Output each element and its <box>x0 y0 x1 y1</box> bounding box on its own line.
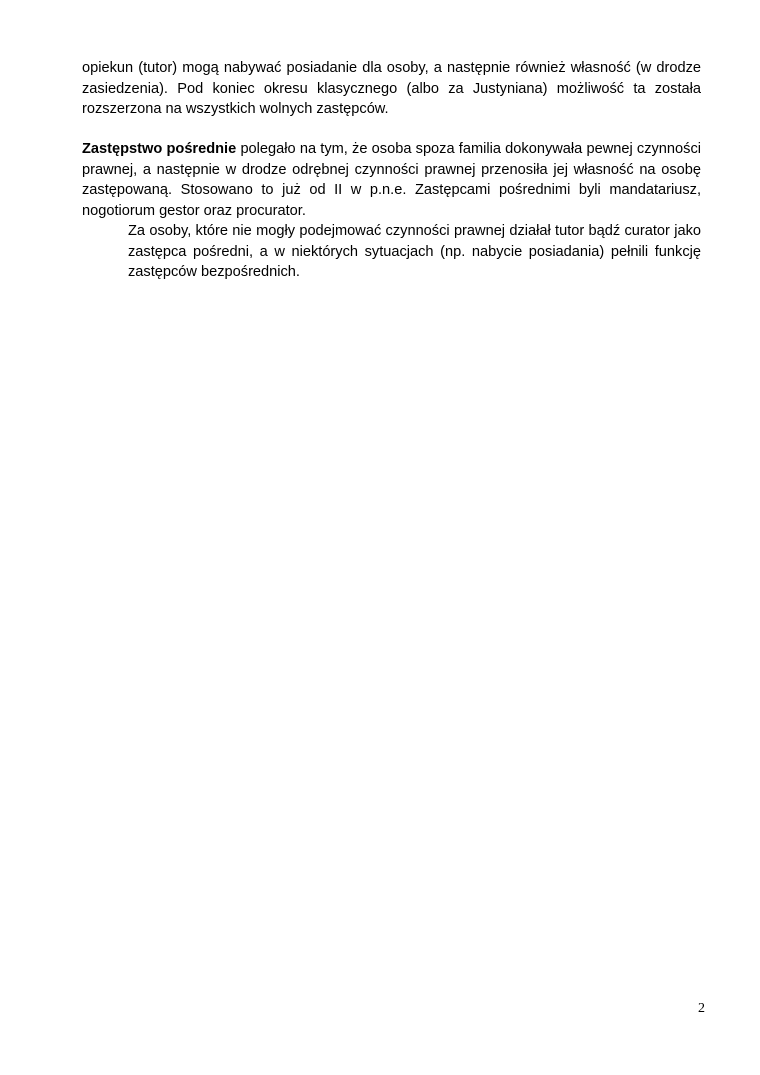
paragraph-1-text: opiekun (tutor) mogą nabywać posiadanie dla osoby, a następnie również własność (w drodze zasiedzenia). Pod koniec okresu klasycznego (albo za Justyniana) możliwość ta została rozszerzona na wszystkich wolnych zastępców. <box>82 60 701 117</box>
paragraph-2-text <box>82 139 701 221</box>
paragraph-1 <box>82 58 701 120</box>
paragraph-2 <box>82 139 701 221</box>
paragraph-3-indented <box>128 221 701 283</box>
page-number: 2 <box>698 1001 705 1016</box>
paragraph-2-body: polegało na tym, że osoba spoza familia dokonywała pewnej czynności prawnej, a następnie w drodze odrębnej czynności prawnej przenosiła jej własność na osobę zastępowaną. Stosowano to już od II w p.n.e. Zastępcami pośrednimi byli mandatariusz, nogotiorum gestor oraz procurator. <box>82 141 701 219</box>
paragraph-3-text: Za osoby, które nie mogły podejmować czynności prawnej działał tutor bądź curator jako zastępca pośredni, a w niektórych sytuacjach (np. nabycie posiadania) pełnili funkcję zastępców bezpośrednich. <box>128 223 701 280</box>
paragraph-2-bold-lead: Zastępstwo pośrednie <box>82 141 237 157</box>
